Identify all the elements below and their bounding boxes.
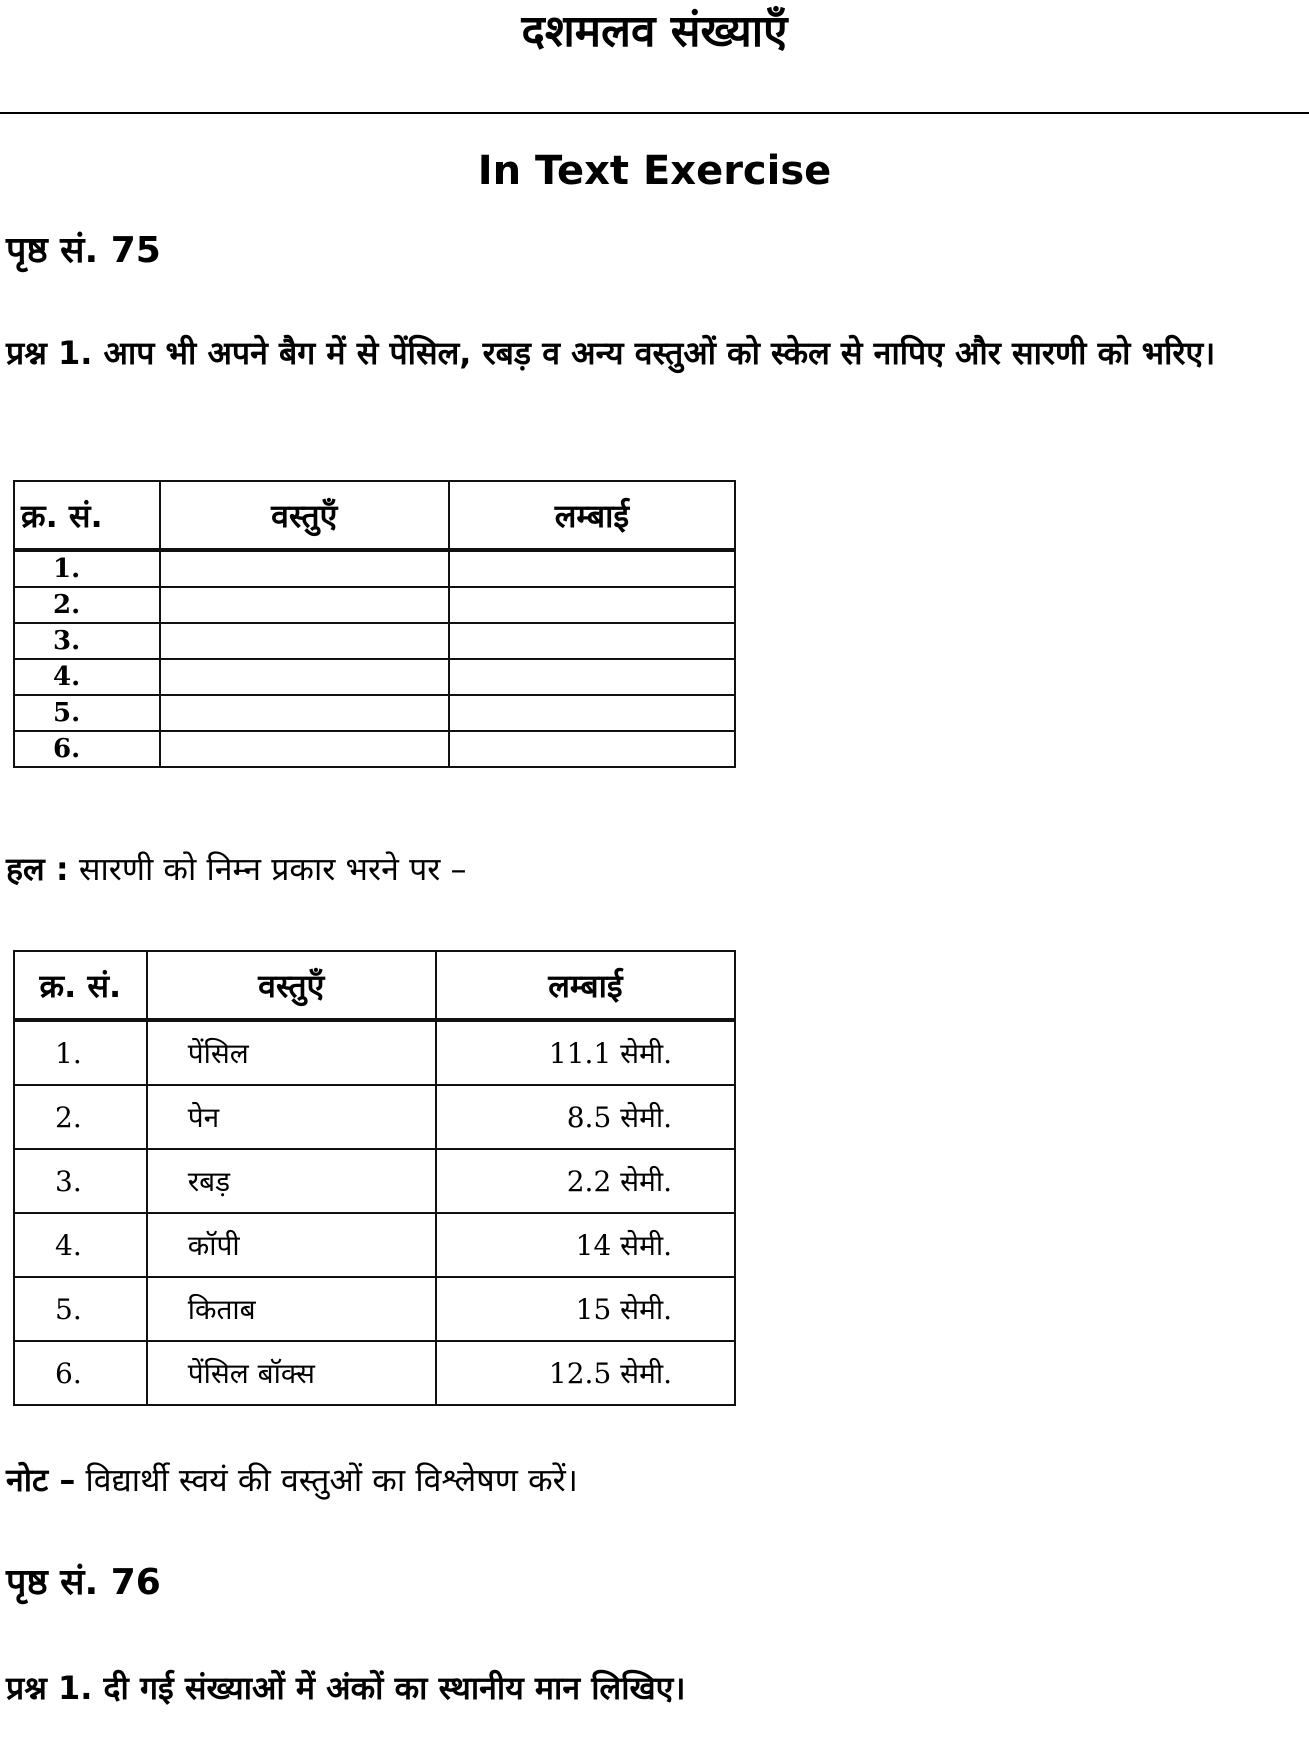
table-row [14, 1277, 735, 1341]
length-cell: 2.2 सेमी. [436, 1149, 735, 1213]
table-row [14, 623, 735, 659]
question-text-2: प्रश्न 1. दी गई संख्याओं में अंकों का स्थानीय मान लिखिए। [6, 1669, 686, 1707]
question-text: प्रश्न 1. आप भी अपने बैग में से पेंसिल, रबड़ व अन्य वस्तुओं को स्केल से नापिए और सारणी को भरिए। [6, 334, 1216, 372]
column-header-serial: क्र. सं. [14, 951, 147, 1020]
serial-cell: 5. [14, 695, 160, 731]
item-cell [160, 587, 449, 623]
item-cell [160, 623, 449, 659]
table-row [14, 1213, 735, 1277]
table-header-row [14, 951, 735, 1020]
length-cell [449, 731, 735, 767]
item-cell: पेंसिल बॉक्स [147, 1341, 436, 1405]
note-label: नोट – [6, 1461, 76, 1499]
table-row [14, 731, 735, 767]
length-cell [449, 695, 735, 731]
column-header-length: लम्बाई [436, 951, 735, 1020]
title-divider [0, 112, 1309, 114]
item-cell [160, 695, 449, 731]
page-title: दशमलव संख्याएँ [521, 6, 788, 57]
serial-cell: 4. [14, 1213, 147, 1277]
serial-cell: 1. [14, 550, 160, 587]
serial-cell: 5. [14, 1277, 147, 1341]
solution-line [6, 847, 1296, 891]
item-cell: पेन [147, 1085, 436, 1149]
column-header-item: वस्तुएँ [160, 481, 449, 550]
note-line [6, 1458, 1296, 1502]
table-row [14, 1020, 735, 1085]
note-text: विद्यार्थी स्वयं की वस्तुओं का विश्लेषण करें। [85, 1461, 578, 1499]
length-cell: 14 सेमी. [436, 1213, 735, 1277]
table-row [14, 587, 735, 623]
serial-cell: 2. [14, 587, 160, 623]
section-subtitle: In Text Exercise [477, 148, 832, 194]
item-cell [160, 731, 449, 767]
length-cell: 12.5 सेमी. [436, 1341, 735, 1405]
table-row [14, 1341, 735, 1405]
serial-cell: 1. [14, 1020, 147, 1085]
table-header-row [14, 481, 735, 550]
serial-cell: 4. [14, 659, 160, 695]
table-row [14, 659, 735, 695]
table-row [14, 1085, 735, 1149]
serial-cell: 2. [14, 1085, 147, 1149]
page-number-heading: पृष्ठ सं. 75 [6, 230, 161, 271]
column-header-length: लम्बाई [449, 481, 735, 550]
length-cell [449, 659, 735, 695]
serial-cell: 6. [14, 1341, 147, 1405]
item-cell [160, 550, 449, 587]
solution-text: सारणी को निम्न प्रकार भरने पर – [78, 850, 467, 888]
length-cell [449, 550, 735, 587]
item-cell: पेंसिल [147, 1020, 436, 1085]
blank-measurement-table [13, 480, 736, 768]
serial-cell: 3. [14, 623, 160, 659]
serial-cell: 3. [14, 1149, 147, 1213]
item-cell [160, 659, 449, 695]
length-cell: 8.5 सेमी. [436, 1085, 735, 1149]
item-cell: कॉपी [147, 1213, 436, 1277]
table-row [14, 550, 735, 587]
item-cell: किताब [147, 1277, 436, 1341]
table-row [14, 695, 735, 731]
serial-cell: 6. [14, 731, 160, 767]
length-cell [449, 587, 735, 623]
table-row [14, 1149, 735, 1213]
solution-label: हल : [6, 850, 69, 888]
length-cell: 15 सेमी. [436, 1277, 735, 1341]
filled-measurement-table [13, 950, 736, 1406]
length-cell [449, 623, 735, 659]
column-header-item: वस्तुएँ [147, 951, 436, 1020]
page-number-heading-2: पृष्ठ सं. 76 [6, 1562, 161, 1603]
column-header-serial: क्र. सं. [14, 481, 160, 550]
length-cell: 11.1 सेमी. [436, 1020, 735, 1085]
item-cell: रबड़ [147, 1149, 436, 1213]
